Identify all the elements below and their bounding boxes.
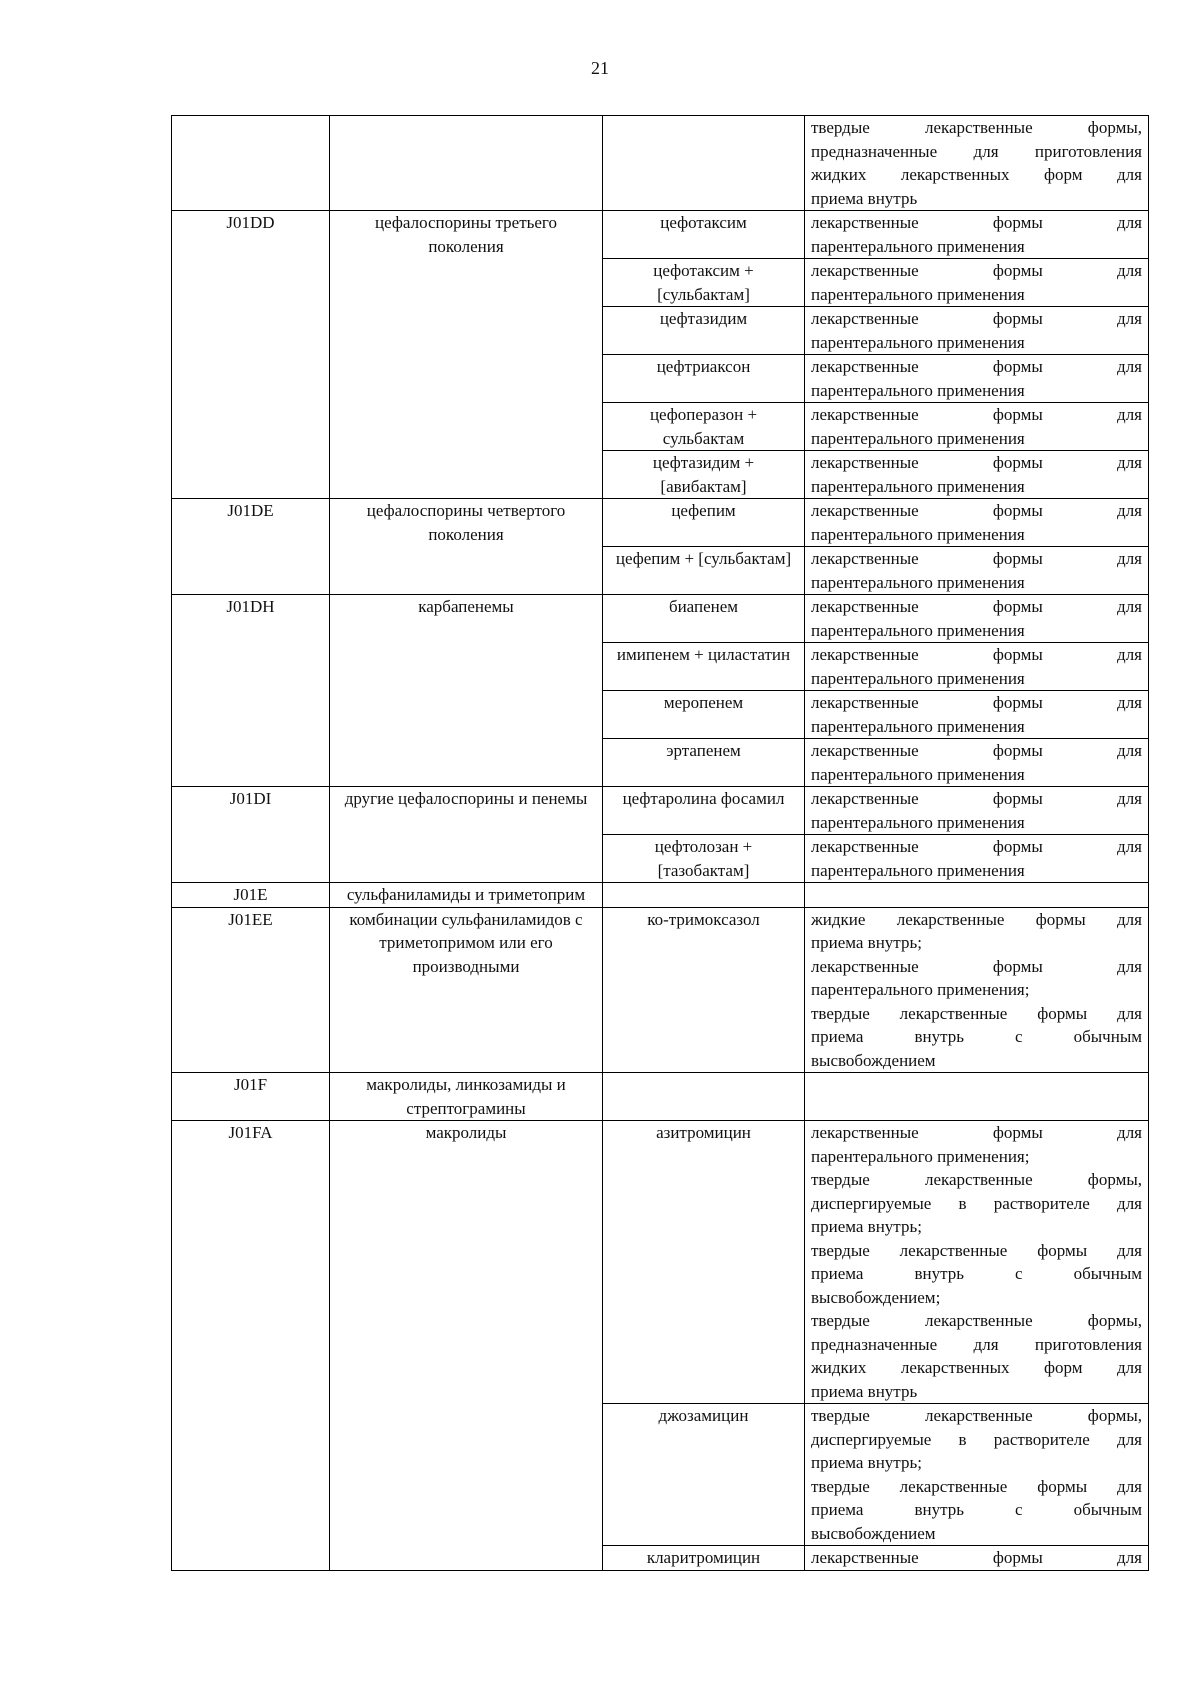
dosage-form-line: приема внутрь с обычным xyxy=(811,1264,1142,1283)
dosage-form-line: лекарственные формы для xyxy=(811,837,1142,856)
dosage-form-cell xyxy=(805,691,1149,739)
group-name-cell xyxy=(330,116,603,211)
dosage-form-cell xyxy=(805,403,1149,451)
drug-name-cell: цефтазидим + [авибактам] xyxy=(603,451,805,499)
dosage-form-cell xyxy=(805,595,1149,643)
dosage-form-cell xyxy=(805,547,1149,595)
dosage-form-cell xyxy=(805,907,1149,1073)
dosage-form-line: жидкие лекарственные формы для xyxy=(811,909,1142,929)
dosage-form-cell xyxy=(805,787,1149,835)
atc-code-cell: J01F xyxy=(172,1073,330,1121)
atc-code-cell: J01DH xyxy=(172,595,330,787)
group-name-cell: комбинации сульфаниламидов с триметопримом или его производными xyxy=(330,907,603,1073)
dosage-form-line: лекарственные формы для xyxy=(811,261,1142,280)
dosage-form-line: лекарственные формы для xyxy=(811,645,1142,664)
dosage-form-cell xyxy=(805,307,1149,355)
atc-code-cell xyxy=(172,116,330,211)
dosage-form-line: лекарственные формы для xyxy=(811,309,1142,328)
dosage-form-cell xyxy=(805,1073,1149,1121)
dosage-form-cell xyxy=(805,116,1149,211)
drug-name-cell xyxy=(603,883,805,908)
group-name-cell: цефалоспорины четвертого поколения xyxy=(330,499,603,595)
dosage-form-line: парентерального применения xyxy=(811,716,1025,736)
dosage-form-line: лекарственные формы для xyxy=(811,549,1142,568)
dosage-form-cell xyxy=(805,835,1149,883)
dosage-form-line: парентерального применения xyxy=(811,236,1025,256)
dosage-form-line: парентерального применения xyxy=(811,428,1025,448)
dosage-form-line: диспергируемые в растворителе для xyxy=(811,1429,1142,1449)
table-row xyxy=(172,211,1149,259)
drug-name-cell: цефтазидим xyxy=(603,307,805,355)
dosage-form-line: высвобождением; xyxy=(811,1287,941,1307)
dosage-form-line: твердые лекарственные формы для xyxy=(811,1240,1142,1260)
dosage-form-line: лекарственные формы для xyxy=(811,213,1142,232)
table-row xyxy=(172,883,1149,908)
dosage-form-line: парентерального применения xyxy=(811,476,1025,496)
drug-name-cell xyxy=(603,116,805,211)
drug-name-cell: джозамицин xyxy=(603,1404,805,1546)
atc-code-cell: J01DI xyxy=(172,787,330,883)
atc-code-cell: J01DE xyxy=(172,499,330,595)
drug-name-cell: цефтолозан + [тазобактам] xyxy=(603,835,805,883)
dosage-form-line: парентерального применения xyxy=(811,332,1025,352)
atc-code-cell: J01E xyxy=(172,883,330,908)
page-number: 21 xyxy=(591,58,609,78)
dosage-form-line: приема внутрь с обычным xyxy=(811,1027,1142,1046)
table-row xyxy=(172,1073,1149,1121)
dosage-form-line: лекарственные формы для xyxy=(811,357,1142,376)
table-row xyxy=(172,1121,1149,1404)
drug-name-cell: меропенем xyxy=(603,691,805,739)
dosage-form-line: высвобождением xyxy=(811,1523,936,1543)
dosage-form-cell xyxy=(805,883,1149,908)
dosage-form-line: парентерального применения xyxy=(811,572,1025,592)
dosage-form-line: парентерального применения; xyxy=(811,980,1030,999)
table-row xyxy=(172,116,1149,211)
atc-drug-table xyxy=(171,115,1149,1571)
dosage-form-line: лекарственные формы для xyxy=(811,741,1142,760)
dosage-form-line: приема внутрь xyxy=(811,188,918,208)
dosage-form-line: парентерального применения xyxy=(811,380,1025,400)
dosage-form-cell xyxy=(805,1546,1149,1571)
dosage-form-line: твердые лекарственные формы, xyxy=(811,1406,1142,1425)
drug-name-cell: цефтриаксон xyxy=(603,355,805,403)
dosage-form-line: лекарственные формы для xyxy=(811,956,1142,976)
drug-name-cell: цефтаролина фосамил xyxy=(603,787,805,835)
dosage-form-line: парентерального применения xyxy=(811,668,1025,688)
drug-name-cell: имипенем + циластатин xyxy=(603,643,805,691)
atc-code-cell: J01FA xyxy=(172,1121,330,1571)
dosage-form-cell xyxy=(805,739,1149,787)
group-name-cell: макролиды xyxy=(330,1121,603,1571)
dosage-form-line: жидких лекарственных форм для xyxy=(811,1358,1142,1377)
drug-name-cell: биапенем xyxy=(603,595,805,643)
dosage-form-cell xyxy=(805,355,1149,403)
drug-name-cell: цефотаксим + [сульбактам] xyxy=(603,259,805,307)
dosage-form-line: лекарственные формы для xyxy=(811,1548,1142,1567)
drug-name-cell: цефепим + [сульбактам] xyxy=(603,547,805,595)
table-row xyxy=(172,499,1149,547)
dosage-form-cell xyxy=(805,643,1149,691)
drug-name-cell: эртапенем xyxy=(603,739,805,787)
dosage-form-line: предназначенные для приготовления xyxy=(811,141,1142,161)
drug-name-cell: ко-тримоксазол xyxy=(603,907,805,1073)
dosage-form-line: лекарственные формы для xyxy=(811,789,1142,808)
dosage-form-line: лекарственные формы для xyxy=(811,501,1142,520)
dosage-form-line: высвобождением xyxy=(811,1050,936,1070)
dosage-form-line: твердые лекарственные формы, xyxy=(811,1170,1142,1189)
dosage-form-line: твердые лекарственные формы для xyxy=(811,1476,1142,1496)
dosage-form-cell xyxy=(805,451,1149,499)
group-name-cell: макролиды, линкозамиды и стрептограмины xyxy=(330,1073,603,1121)
group-name-cell: сульфаниламиды и триметоприм xyxy=(330,883,603,908)
dosage-form-cell xyxy=(805,499,1149,547)
dosage-form-cell xyxy=(805,1404,1149,1546)
dosage-form-line: парентерального применения; xyxy=(811,1146,1030,1166)
group-name-cell: другие цефалоспорины и пенемы xyxy=(330,787,603,883)
drug-name-cell: кларитромицин xyxy=(603,1546,805,1571)
dosage-form-line: лекарственные формы для xyxy=(811,453,1142,472)
dosage-form-line: лекарственные формы для xyxy=(811,1123,1142,1142)
table-row xyxy=(172,787,1149,835)
dosage-form-line: лекарственные формы для xyxy=(811,597,1142,616)
dosage-form-cell xyxy=(805,211,1149,259)
drug-name-cell xyxy=(603,1073,805,1121)
dosage-form-line: парентерального применения xyxy=(811,812,1025,832)
dosage-form-line: приема внутрь xyxy=(811,1381,918,1401)
dosage-form-line: приема внутрь; xyxy=(811,1453,922,1472)
dosage-form-line: твердые лекарственные формы, xyxy=(811,118,1142,137)
dosage-form-line: приема внутрь; xyxy=(811,1217,922,1236)
group-name-cell: цефалоспорины третьего поколения xyxy=(330,211,603,499)
dosage-form-line: парентерального применения xyxy=(811,620,1025,640)
dosage-form-cell xyxy=(805,1121,1149,1404)
dosage-form-line: диспергируемые в растворителе для xyxy=(811,1193,1142,1213)
dosage-form-line: лекарственные формы для xyxy=(811,693,1142,712)
table-row xyxy=(172,907,1149,1073)
dosage-form-cell xyxy=(805,259,1149,307)
drug-name-cell: азитромицин xyxy=(603,1121,805,1404)
dosage-form-line: парентерального применения xyxy=(811,524,1025,544)
atc-code-cell: J01DD xyxy=(172,211,330,499)
dosage-form-line: лекарственные формы для xyxy=(811,405,1142,424)
group-name-cell: карбапенемы xyxy=(330,595,603,787)
dosage-form-line: твердые лекарственные формы для xyxy=(811,1003,1142,1023)
drug-name-cell: цефотаксим xyxy=(603,211,805,259)
dosage-form-line: парентерального применения xyxy=(811,284,1025,304)
dosage-form-line: твердые лекарственные формы, xyxy=(811,1311,1142,1330)
dosage-form-line: парентерального применения xyxy=(811,764,1025,784)
drug-name-cell: цефоперазон + сульбактам xyxy=(603,403,805,451)
drug-name-cell: цефепим xyxy=(603,499,805,547)
dosage-form-line: приема внутрь; xyxy=(811,933,922,952)
dosage-form-line: парентерального применения xyxy=(811,860,1025,880)
atc-code-cell: J01EE xyxy=(172,907,330,1073)
dosage-form-line: приема внутрь с обычным xyxy=(811,1500,1142,1519)
dosage-form-line: жидких лекарственных форм для xyxy=(811,165,1142,184)
table-row xyxy=(172,595,1149,643)
dosage-form-line: предназначенные для приготовления xyxy=(811,1334,1142,1354)
